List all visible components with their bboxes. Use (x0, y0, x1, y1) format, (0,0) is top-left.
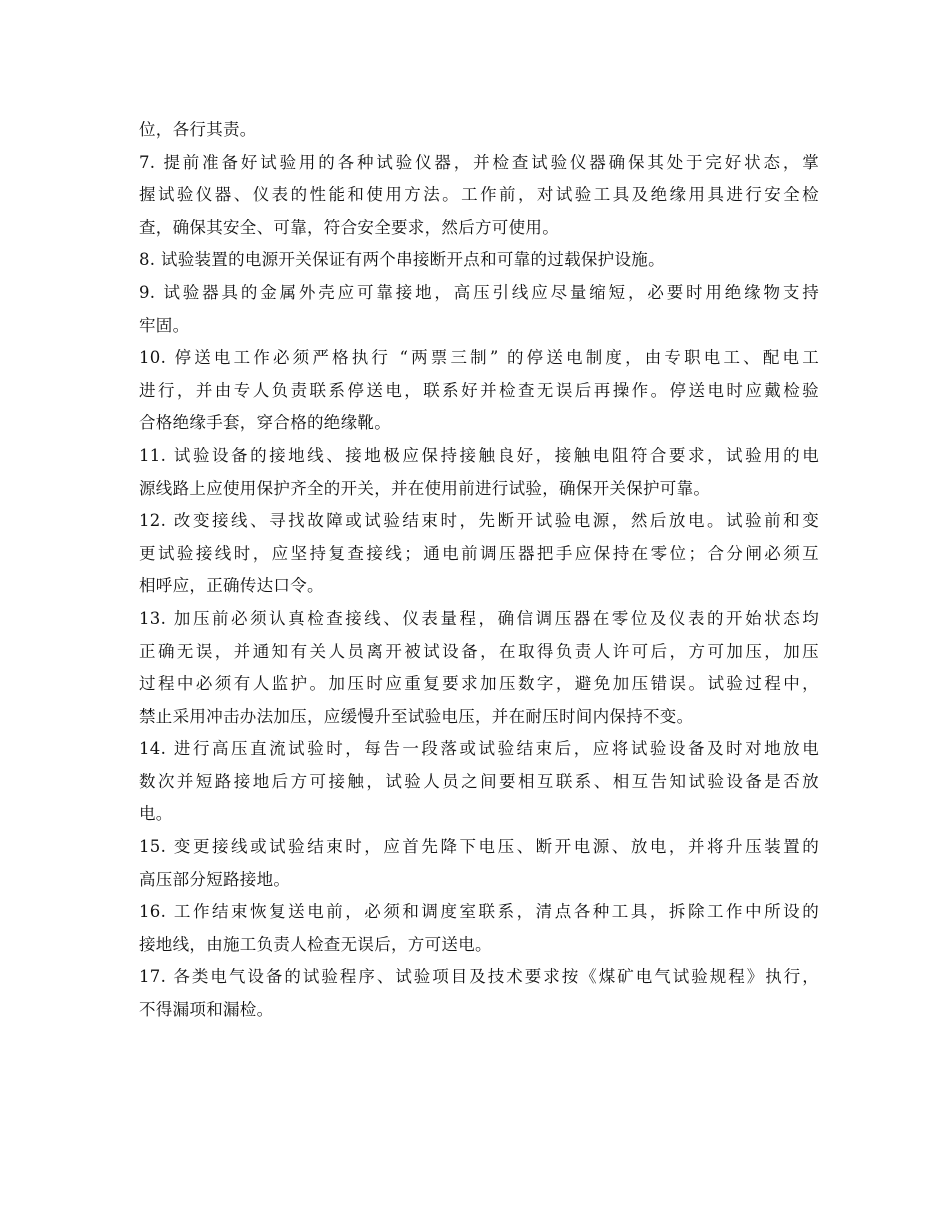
text-line: 握试验仪器、仪表的性能和使用方法。工作前，对试验工具及绝缘用具进行安全检 (139, 185, 819, 205)
text-line: 不得漏项和漏检。 (139, 1000, 274, 1020)
text-line: 数次并短路接地后方可接触，试验人员之间要相互联系、相互告知试验设备是否放 (139, 771, 819, 791)
text-line: 13. 加压前必须认真检查接线、仪表量程，确信调压器在零位及仪表的开始状态均 (139, 608, 819, 628)
text-line: 禁止采用冲击办法加压，应缓慢升至试验电压，并在耐压时间内保持不变。 (139, 706, 694, 726)
text-line: 7. 提前准备好试验用的各种试验仪器，并检查试验仪器确保其处于完好状态，掌 (139, 152, 819, 172)
text-line: 电。 (139, 804, 173, 824)
text-line: 位，各行其责。 (139, 120, 257, 139)
text-line: 正确无误，并通知有关人员离开被试设备，在取得负责人许可后，方可加压，加压 (139, 641, 819, 661)
text-line: 接地线，由施工负责人检查无误后，方可送电。 (139, 934, 492, 954)
text-line: 17. 各类电气设备的试验程序、试验项目及技术要求按《煤矿电气试验规程》执行， (139, 967, 819, 987)
text-line: 12. 改变接线、寻找故障或试验结束时，先断开试验电源，然后放电。试验前和变 (139, 511, 819, 531)
text-line: 8. 试验装置的电源开关保证有两个串接断开点和可靠的过载保护设施。 (139, 250, 665, 270)
text-line: 牢固。 (139, 315, 190, 335)
text-line: 11. 试验设备的接地线、接地极应保持接触良好，接触电阻符合要求，试验用的电 (139, 445, 819, 465)
text-line: 16. 工作结束恢复送电前，必须和调度室联系，清点各种工具，拆除工作中所设的 (139, 902, 819, 922)
text-line: 10. 停送电工作必须严格执行 “两票三制” 的停送电制度，由专职电工、配电工 (139, 348, 819, 368)
document-body (139, 114, 819, 1027)
text-line: 查，确保其安全、可靠，符合安全要求，然后方可使用。 (139, 217, 559, 237)
text-line: 更试验接线时，应坚持复查接线；通电前调压器把手应保持在零位；合分闸必须互 (139, 543, 819, 563)
text-line: 14. 进行高压直流试验时，每告一段落或试验结束后，应将试验设备及时对地放电 (139, 739, 819, 759)
text-line: 9. 试验器具的金属外壳应可靠接地，高压引线应尽量缩短，必要时用绝缘物支持 (139, 282, 819, 302)
text-line: 源线路上应使用保护齐全的开关，并在使用前进行试验，确保开关保护可靠。 (139, 478, 711, 498)
text-line: 合格绝缘手套，穿合格的绝缘靴。 (139, 413, 391, 433)
text-line: 15. 变更接线或试验结束时，应首先降下电压、断开电源、放电，并将升压装置的 (139, 837, 819, 857)
text-line: 高压部分短路接地。 (139, 869, 291, 889)
text-line: 相呼应，正确传达口令。 (139, 576, 324, 596)
text-line: 进行，并由专人负责联系停送电，联系好并检查无误后再操作。停送电时应戴检验 (139, 380, 819, 400)
text-line: 过程中必须有人监护。加压时应重复要求加压数字，避免加压错误。试验过程中， (139, 674, 819, 694)
